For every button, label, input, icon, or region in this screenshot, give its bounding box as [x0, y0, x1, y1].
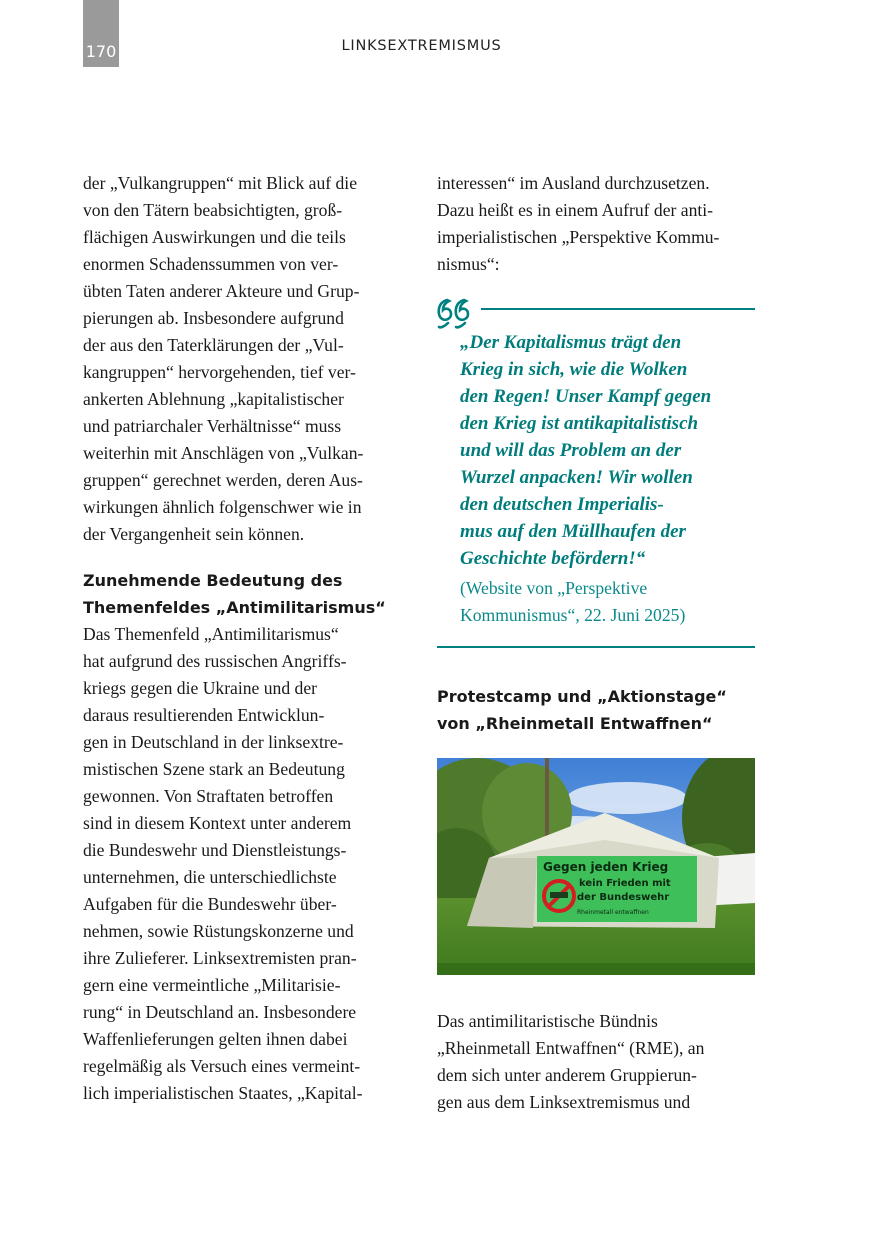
- text-line: mus auf den Müllhaufen der: [460, 521, 686, 542]
- text-line: von den Tätern beabsichtigten, groß-: [83, 200, 343, 220]
- text-line: Wurzel anpacken! Wir wollen: [460, 467, 693, 488]
- text-line: flächigen Auswirkungen und die teils: [83, 227, 346, 247]
- text-line: ankerten Ablehnung „kapitalistischer: [83, 389, 344, 409]
- text-line: kriegs gegen die Ukraine und der: [83, 678, 318, 698]
- text-line: den deutschen Imperialis-: [460, 494, 664, 515]
- text-line: Zunehmende Bedeutung des: [83, 571, 343, 590]
- text-line: und will das Problem an der: [460, 440, 682, 461]
- text-line: weiterhin mit Anschlägen von „Vulkan-: [83, 443, 364, 463]
- paragraph: [83, 621, 413, 1107]
- text-line: sind in diesem Kontext unter anderem: [83, 813, 352, 833]
- text-line: wirkungen ähnlich folgenschwer wie in: [83, 497, 362, 517]
- text-line: nismus“:: [437, 254, 500, 274]
- text-line: die Bundeswehr und Dienstleistungs-: [83, 840, 347, 860]
- protest-camp-photo: [437, 758, 755, 975]
- photo-heading: [437, 683, 727, 737]
- text-line: hat aufgrund des russischen Angriffs-: [83, 651, 347, 671]
- banner-text: Gegen jeden Krieg: [543, 860, 669, 874]
- text-line: Protestcamp und „Aktionstage“: [437, 687, 727, 706]
- text-line: nehmen, sowie Rüstungskonzerne und: [83, 921, 354, 941]
- text-line: mistischen Szene stark an Bedeutung: [83, 759, 345, 779]
- text-line: „Rheinmetall Entwaffnen“ (RME), an: [437, 1038, 705, 1058]
- text-line: gen in Deutschland in der linksextre-: [83, 732, 344, 752]
- text-line: Aufgaben für die Bundeswehr über-: [83, 894, 337, 914]
- quote-source: [460, 575, 685, 629]
- text-line: enormen Schadenssummen von ver-: [83, 254, 339, 274]
- text-line: der aus den Taterklärungen der „Vul-: [83, 335, 344, 355]
- text-line: ihre Zulieferer. Linksextremisten pran-: [83, 948, 357, 968]
- quote-rule-top: [481, 308, 755, 310]
- text-line: gruppen“ gerechnet werden, deren Aus-: [83, 470, 363, 490]
- text-line: Krieg in sich, wie die Wolken: [460, 359, 688, 380]
- pull-quote: [437, 296, 755, 648]
- text-line: Das antimilitaristische Bündnis: [437, 1011, 658, 1031]
- text-line: Kommunismus“, 22. Juni 2025): [460, 605, 686, 625]
- svg-text:kein Frieden mit: kein Frieden mit: [579, 878, 671, 889]
- quote-text: [460, 329, 711, 572]
- text-line: gern eine vermeintliche „Militarisie-: [83, 975, 341, 995]
- text-line: gen aus dem Linksextremismus und: [437, 1092, 691, 1112]
- text-line: unternehmen, die unterschiedlichste: [83, 867, 337, 887]
- text-line: daraus resultierenden Entwicklun-: [83, 705, 325, 725]
- text-line: übten Taten anderer Akteure und Grup-: [83, 281, 360, 301]
- paragraph: [437, 170, 755, 278]
- text-line: lich imperialistischen Staates, „Kapital-: [83, 1083, 363, 1103]
- text-line: dem sich unter anderem Gruppierun-: [437, 1065, 697, 1085]
- paragraph: [437, 1008, 755, 1116]
- svg-text:Rheinmetall entwaffnen: Rheinmetall entwaffnen: [577, 909, 649, 916]
- text-line: der „Vulkangruppen“ mit Blick auf die: [83, 173, 357, 193]
- text-line: Waffenlieferungen gelten ihnen dabei: [83, 1029, 348, 1049]
- quote-rule-bottom: [437, 646, 755, 648]
- running-head: LINKSEXTREMISMUS: [341, 38, 502, 54]
- svg-text:der Bundeswehr: der Bundeswehr: [577, 892, 670, 903]
- text-line: rung“ in Deutschland an. Insbesondere: [83, 1002, 357, 1022]
- text-line: imperialistischen „Perspektive Kommu-: [437, 227, 720, 247]
- text-line: und patriarchaler Verhältnisse“ muss: [83, 416, 342, 436]
- text-line: Dazu heißt es in einem Aufruf der anti-: [437, 200, 714, 220]
- left-column: [83, 170, 413, 1107]
- text-line: pierungen ab. Insbesondere aufgrund: [83, 308, 344, 328]
- text-line: (Website von „Perspektive: [460, 578, 648, 598]
- text-line: kangruppen“ hervorgehenden, tief ver-: [83, 362, 356, 382]
- text-line: von „Rheinmetall Entwaffnen“: [437, 714, 713, 733]
- text-line: der Vergangenheit sein können.: [83, 524, 305, 544]
- text-line: Themenfeldes „Antimilitarismus“: [83, 598, 386, 617]
- text-line: den Regen! Unser Kampf gegen: [460, 386, 712, 407]
- text-line: gewonnen. Von Straftaten betroffen: [83, 786, 334, 806]
- right-column-intro: [437, 170, 755, 278]
- section-heading: [83, 567, 413, 621]
- tent-photo-illustration: [437, 758, 755, 975]
- text-line: regelmäßig als Versuch eines vermeint-: [83, 1056, 361, 1076]
- text-line: Das Themenfeld „Antimilitarismus“: [83, 624, 339, 644]
- text-line: den Krieg ist antikapitalistisch: [460, 413, 699, 434]
- page-number: 170: [83, 0, 119, 67]
- text-line: Geschichte befördern!“: [460, 548, 646, 569]
- text-line: interessen“ im Ausland durchzusetzen.: [437, 173, 710, 193]
- paragraph: [83, 170, 413, 548]
- quote-mark-icon: [437, 296, 477, 330]
- text-line: „Der Kapitalismus trägt den: [460, 332, 682, 353]
